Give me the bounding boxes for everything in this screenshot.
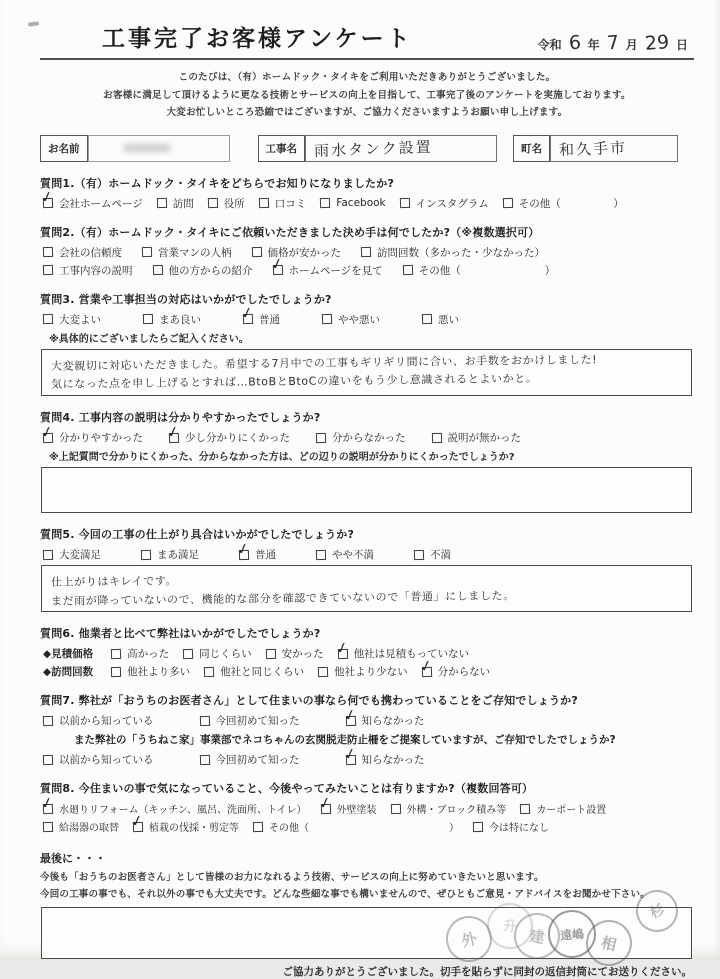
- checkbox-label: 口コミ: [274, 197, 307, 210]
- day-label: 日: [675, 38, 688, 52]
- question-1-title: 質問1.（有）ホームドック・タイキをどちらでお知りになりましたか?: [40, 176, 395, 190]
- date-year-handwritten: 6: [567, 31, 582, 55]
- checkbox-option: [38, 186, 143, 211]
- question-7-title: 質問7. 弊社が「おうちのお医者さん」として住まいの事なら何でも携わっていることをご存知でしょうか?: [40, 694, 578, 708]
- checkbox-label: やや不満: [332, 549, 374, 562]
- checked-checkbox-icon: [341, 743, 358, 765]
- check-mark-icon: ✓: [341, 743, 358, 765]
- unchecked-checkbox-icon: [43, 755, 53, 765]
- checkbox-option: [422, 312, 459, 327]
- checkbox-label: 安かった: [281, 648, 324, 661]
- checkbox-option: [503, 196, 624, 211]
- question-3-note: ※具体的にございましたらご記入ください。: [49, 333, 249, 345]
- town-value-cell: [550, 135, 678, 162]
- checkbox-label: その他（ ）: [269, 823, 459, 835]
- checkbox-option: [164, 421, 290, 445]
- checkbox-label: 会社ホームページ: [59, 197, 143, 210]
- town-value-handwritten: 和久手市: [558, 138, 628, 159]
- check-mark-icon: ✓: [234, 538, 252, 559]
- era-label: 令和: [537, 38, 562, 52]
- unchecked-checkbox-icon: [503, 198, 513, 208]
- intro-line-3: 大変お忙しいところ恐縮ではございますが、ご協力くださいますようお願い申し上げます。: [166, 107, 568, 119]
- question-5: [40, 526, 694, 612]
- checkbox-option: [38, 421, 143, 445]
- checkbox-option: [414, 547, 451, 562]
- checkbox-option: [142, 245, 232, 260]
- checked-checkbox-icon: [164, 421, 182, 442]
- question-3-options: [43, 302, 694, 327]
- checkbox-label: 訪問: [172, 197, 194, 210]
- stamp-text: 杉: [647, 901, 667, 922]
- checkbox-option: [432, 430, 522, 445]
- handwritten-line: 仕上がりはキレイです。: [50, 574, 178, 589]
- unchecked-checkbox-icon: [199, 755, 209, 765]
- checkbox-label: 同じくらい: [199, 648, 252, 661]
- checkbox-label: ホームページを見て: [288, 264, 383, 277]
- checkbox-option: [316, 430, 406, 445]
- checkbox-label: 以前から知っている: [59, 754, 154, 767]
- intro-line-1: このたびは、（有）ホームドック・タイキをご利用いただきありがとうございました。: [178, 72, 556, 83]
- checkbox-label: 悪い: [438, 313, 459, 326]
- checked-checkbox-icon: [333, 637, 350, 659]
- unchecked-checkbox-icon: [414, 549, 424, 559]
- checkbox-option: [204, 664, 304, 679]
- unchecked-checkbox-icon: [157, 198, 167, 208]
- check-mark-icon: ✓: [238, 302, 256, 324]
- checkbox-option: [128, 810, 239, 835]
- checkbox-option: [43, 713, 154, 728]
- checkbox-label: Facebook: [336, 197, 386, 210]
- final-comment-box: [41, 907, 692, 959]
- checkbox-option: [316, 547, 374, 562]
- handwritten-line: 気になった点を申し上げるとすれば…BtoBとBtoCの違いをもう少し意識されるとよいかと。: [50, 372, 538, 392]
- checkbox-label: 今回初めて知った: [215, 715, 300, 728]
- unchecked-checkbox-icon: [43, 716, 53, 726]
- unchecked-checkbox-icon: [183, 649, 193, 659]
- checkbox-label: 分かりやすかった: [59, 432, 143, 445]
- question-2-options-row2: [43, 253, 694, 278]
- year-label: 年: [587, 38, 600, 52]
- question-4-options: [38, 421, 694, 445]
- checkbox-option: [333, 637, 470, 661]
- thanks-note: ご協力ありがとうございました。切手を貼らずに同封の返信封筒にてお送りください。: [282, 965, 692, 978]
- check-mark-icon: ✓: [316, 792, 333, 814]
- checkbox-label: 今は特になし: [489, 823, 549, 835]
- checkbox-label: 植栽の伐採・剪定等: [149, 823, 239, 835]
- question-7: [40, 692, 694, 767]
- question-6-row-visits: [43, 655, 694, 679]
- project-value-cell: [305, 135, 497, 162]
- question-2-title: 質問2.（有）ホームドック・タイキにご依頼いただきました決め手は何でしたか?（※複数選択可）: [40, 225, 540, 239]
- checkbox-label: 価格が安かった: [267, 246, 341, 259]
- checkbox-label: 分からなかった: [332, 432, 406, 445]
- checkbox-option: [400, 196, 489, 211]
- checkbox-option: [157, 196, 194, 211]
- unchecked-checkbox-icon: [204, 667, 214, 677]
- unchecked-checkbox-icon: [43, 822, 53, 832]
- checkbox-label: 他社と同じくらい: [220, 666, 305, 679]
- question-3-title: 質問3. 営業や工事担当の対応はいかがでしたでしょうか?: [40, 292, 332, 306]
- unchecked-checkbox-icon: [43, 247, 53, 257]
- unchecked-checkbox-icon: [208, 198, 218, 208]
- checkbox-option: [43, 312, 101, 327]
- unchecked-checkbox-icon: [361, 247, 371, 257]
- unchecked-checkbox-icon: [142, 247, 152, 257]
- check-mark-icon: ✓: [417, 655, 434, 677]
- checkbox-label: 少し分かりにくかった: [185, 432, 290, 445]
- checkbox-option: [238, 302, 280, 327]
- checkbox-label: 給湯器の取替: [59, 823, 119, 835]
- checkbox-option: [266, 646, 324, 661]
- handwritten-line: 大変親切に対応いただきました。希望する7月中での工事もギリギリ間に合い、お手数をおかけしました!: [50, 352, 598, 373]
- checkbox-label: 高かった: [127, 648, 170, 661]
- checkbox-option: [322, 312, 380, 327]
- question-8: [40, 780, 694, 834]
- question-4-note: ※上記質問で分かりにくかった、分からなかった方は、どの辺りの説明が分かりにくかったでしょうか?: [49, 452, 515, 464]
- checkbox-label: 大変満足: [59, 549, 101, 562]
- checkbox-label: インスタグラム: [415, 197, 489, 210]
- unchecked-checkbox-icon: [143, 314, 153, 324]
- unchecked-checkbox-icon: [43, 314, 53, 324]
- date-month-handwritten: 7: [605, 31, 620, 55]
- checked-checkbox-icon: [417, 655, 434, 677]
- checkbox-option: [111, 646, 169, 661]
- question-6-row-estimate: [43, 637, 694, 661]
- question-5-options: [43, 538, 694, 562]
- check-mark-icon: ✓: [333, 637, 350, 659]
- closing-line-2: 今回の工事の事でも、それ以外の事でも大丈夫です。どんな些細な事でも構いませんので、ぜひともご意見・アドバイスをお聞かせ下さい。: [40, 888, 650, 900]
- checked-checkbox-icon: [38, 186, 56, 208]
- form-date: [537, 31, 694, 55]
- info-fields-row: [40, 135, 694, 162]
- question-7-options-1: [43, 704, 694, 728]
- checkbox-label: 他社より多い: [127, 666, 191, 679]
- check-mark-icon: ✓: [164, 421, 182, 442]
- unchecked-checkbox-icon: [265, 649, 275, 659]
- checkbox-label: 説明が無かった: [447, 432, 521, 445]
- checkbox-label: 以前から知っている: [59, 715, 154, 728]
- checkbox-option: [43, 752, 154, 767]
- check-mark-icon: ✓: [38, 186, 56, 208]
- unchecked-checkbox-icon: [111, 649, 121, 659]
- checkbox-label: その他（ ）: [518, 197, 624, 210]
- checkbox-option: [153, 263, 253, 278]
- checkbox-option: [520, 801, 606, 816]
- unchecked-checkbox-icon: [431, 432, 441, 442]
- checkbox-label: 営業マンの人柄: [158, 246, 232, 259]
- checkbox-option: [252, 245, 342, 260]
- checkbox-option: [318, 664, 408, 679]
- unchecked-checkbox-icon: [251, 247, 261, 257]
- checkbox-label: 知らなかった: [361, 715, 425, 728]
- date-day-handwritten: 29: [644, 31, 670, 55]
- stamp-text: 遠嶋: [559, 926, 585, 943]
- checkbox-label: 外壁塗装: [336, 805, 377, 817]
- month-label: 月: [625, 38, 638, 52]
- checkbox-label: 普通: [259, 313, 280, 326]
- checked-checkbox-icon: [234, 538, 252, 559]
- question-2: [40, 224, 694, 278]
- name-label: お名前: [40, 135, 88, 162]
- checkbox-label: その他（ ）: [418, 264, 556, 277]
- checked-checkbox-icon: [38, 421, 56, 442]
- checkbox-option: [183, 646, 252, 661]
- checkbox-label: 外構・ブロック積み等: [406, 805, 507, 817]
- checked-checkbox-icon: [341, 704, 358, 726]
- stamp-text: 升: [502, 918, 518, 936]
- form-title: 工事完了お客様アンケート: [102, 26, 413, 52]
- question-1-options: [38, 186, 694, 211]
- checkbox-label: やや悪い: [338, 313, 380, 326]
- checkbox-option: [234, 538, 276, 562]
- unchecked-checkbox-icon: [399, 198, 409, 208]
- question-7-subtitle: また弊社の「うちねこ家」事業部でネコちゃんの玄関脱走防止柵をご提案していますが、ご存知でしたでしょうか?: [74, 734, 616, 747]
- checked-checkbox-icon: [238, 302, 256, 324]
- checkbox-label: 役所: [223, 197, 245, 210]
- checked-checkbox-icon: [316, 792, 333, 814]
- intro-text: [40, 69, 694, 122]
- unchecked-checkbox-icon: [259, 198, 269, 208]
- closing-line-1: 今後も「おうちのお医者さん」として皆様のお力になれるよう技術、サービスの向上に努めていきたいと思います。: [40, 872, 544, 884]
- check-mark-icon: ✓: [341, 704, 358, 726]
- checkbox-option: [361, 245, 545, 260]
- checkbox-option: [143, 312, 201, 327]
- checkbox-label: 普通: [255, 549, 276, 562]
- unchecked-checkbox-icon: [422, 314, 432, 324]
- checkbox-option: [38, 792, 307, 817]
- checkbox-option: [141, 547, 199, 562]
- checkbox-option: [253, 819, 459, 834]
- form-footer: [40, 850, 694, 978]
- project-value-handwritten: 雨水タンク設置: [313, 137, 433, 160]
- check-mark-icon: ✓: [38, 792, 56, 814]
- checkbox-label: 大変よい: [59, 313, 101, 326]
- redacted-name-smudge: [123, 144, 171, 152]
- unchecked-checkbox-icon: [316, 549, 326, 559]
- checkbox-option: [208, 196, 245, 211]
- question-6: [40, 625, 694, 679]
- check-mark-icon: ✓: [128, 810, 146, 832]
- unchecked-checkbox-icon: [152, 265, 162, 275]
- unchecked-checkbox-icon: [390, 804, 400, 814]
- question-4: [40, 409, 694, 513]
- checked-checkbox-icon: [268, 253, 285, 275]
- unchecked-checkbox-icon: [473, 822, 483, 832]
- question-5-title: 質問5. 今回の工事の仕上がり具合はいかがでしたでしょうか?: [40, 528, 355, 542]
- checkbox-label: まあ良い: [159, 313, 201, 326]
- checkbox-label: 不満: [430, 549, 451, 562]
- unchecked-checkbox-icon: [320, 198, 330, 208]
- checkbox-label: カーポート設置: [536, 805, 607, 817]
- checkbox-option: [417, 655, 491, 679]
- question-4-comment-box: [41, 467, 692, 513]
- question-6-title: 質問6. 他業者と比べて弊社はいかがでしたでしょうか?: [40, 627, 321, 641]
- checkbox-option: [268, 253, 383, 278]
- stamp-text: 相: [599, 933, 619, 954]
- checkbox-label: 他の方からの紹介: [168, 264, 253, 277]
- question-3-comment-box: [41, 349, 692, 396]
- checkbox-option: [403, 263, 556, 278]
- unchecked-checkbox-icon: [403, 265, 413, 275]
- checkbox-option: [43, 819, 119, 834]
- checkbox-option: [473, 819, 549, 834]
- checkbox-option: [200, 713, 300, 728]
- question-3: [40, 291, 694, 396]
- handwritten-line: まだ雨が降っていないので、機能的な部分を確認できていないので「普通」にしました。: [50, 588, 515, 608]
- intro-line-2: お客様に満足して頂けるように更なる技術とサービスの向上を目指して、工事完了後のアンケートを実施しております。: [103, 89, 631, 101]
- checkbox-label: 工事内容の説明: [59, 264, 133, 277]
- checkbox-label: 水廻りリフォーム（キッチン、風呂、洗面所、トイレ）: [59, 805, 307, 817]
- checkbox-option: [200, 752, 300, 767]
- project-label: 工事名: [258, 135, 306, 162]
- form-header: [40, 20, 694, 60]
- checkbox-label: 会社の信頼度: [59, 246, 122, 259]
- checkbox-option: [43, 245, 122, 260]
- checkbox-option: [320, 197, 385, 209]
- question-1: [40, 175, 694, 211]
- check-mark-icon: ✓: [38, 421, 56, 442]
- checkbox-label: 今回初めて知った: [215, 754, 300, 767]
- unchecked-checkbox-icon: [253, 822, 263, 832]
- unchecked-checkbox-icon: [520, 804, 530, 814]
- unchecked-checkbox-icon: [318, 667, 328, 677]
- checkbox-label: 分からない: [437, 666, 491, 679]
- checkbox-label: 知らなかった: [361, 754, 425, 767]
- checkbox-label: 他社より少ない: [334, 666, 408, 679]
- visit-count-prefix: ◆訪問回数: [43, 666, 94, 679]
- question-5-comment-box: [41, 565, 692, 612]
- checkbox-option: [341, 704, 425, 728]
- checked-checkbox-icon: [128, 810, 146, 832]
- unchecked-checkbox-icon: [199, 716, 209, 726]
- scan-artifact: [28, 21, 39, 26]
- question-8-title: 質問8. 今住まいの事で気になっていること、今後やってみたいことは有りますか?（複数回答可）: [40, 782, 534, 796]
- unchecked-checkbox-icon: [141, 549, 151, 559]
- checkbox-option: [316, 792, 377, 817]
- checkbox-option: [111, 664, 190, 679]
- check-mark-icon: ✓: [268, 253, 285, 275]
- checkbox-option: [43, 547, 101, 562]
- closing-title: 最後に・・・: [40, 852, 106, 866]
- unchecked-checkbox-icon: [316, 432, 326, 442]
- unchecked-checkbox-icon: [43, 549, 53, 559]
- question-4-title: 質問4. 工事内容の説明は分かりやすかったでしょうか?: [40, 411, 321, 425]
- checkbox-label: 訪問回数（多かった・少なかった）: [377, 246, 545, 259]
- stamp-text: 建: [528, 926, 546, 947]
- checkbox-label: まあ満足: [157, 549, 199, 562]
- name-value-cell: [88, 135, 230, 162]
- checkbox-option: [391, 801, 507, 816]
- question-2-options-row1: [43, 245, 694, 260]
- checkbox-label: 他社は見積もっていない: [353, 648, 470, 661]
- checkbox-option: [43, 263, 133, 278]
- checked-checkbox-icon: [38, 792, 56, 814]
- checkbox-option: [341, 743, 425, 767]
- checkbox-option: [259, 196, 307, 211]
- stamp-text: 外: [459, 928, 479, 951]
- unchecked-checkbox-icon: [43, 265, 53, 275]
- question-7-options-2: [43, 743, 694, 767]
- unchecked-checkbox-icon: [111, 667, 121, 677]
- estimate-price-prefix: ◆見積価格: [43, 648, 94, 661]
- unchecked-checkbox-icon: [322, 314, 332, 324]
- town-label: 町名: [513, 135, 550, 162]
